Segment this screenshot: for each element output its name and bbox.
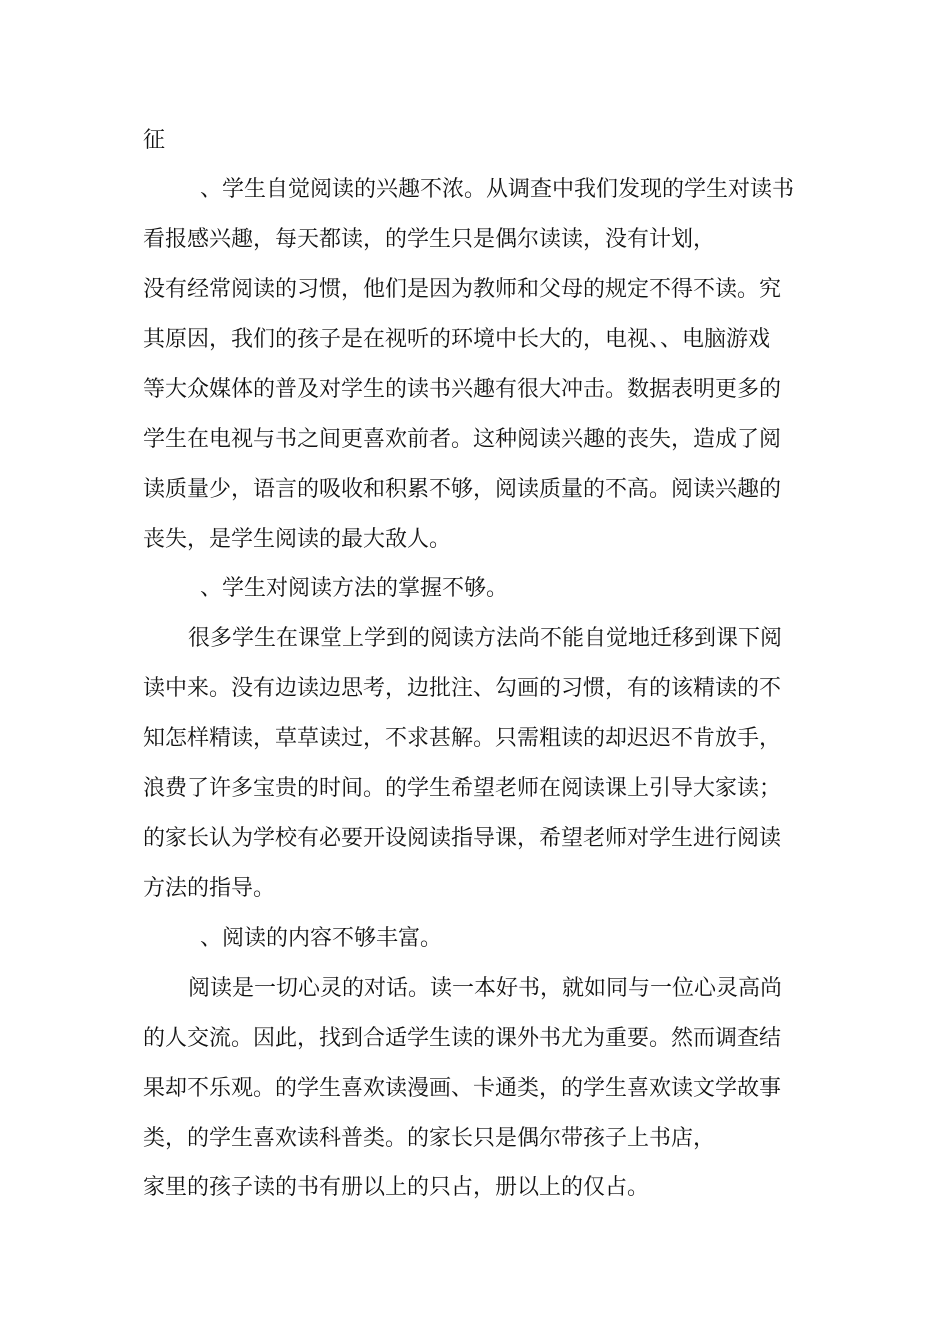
text-line: 、阅读的内容不够丰富。 (200, 926, 443, 951)
text-line: 的家长认为学校有必要开设阅读指导课，希望老师对学生进行阅读 (143, 826, 782, 851)
text-line: 方法的指导。 (143, 876, 276, 901)
text-line: 果却不乐观。的学生喜欢读漫画、卡通类，的学生喜欢读文学故事 (143, 1076, 782, 1101)
text-line: 家里的孩子读的书有册以上的只占，册以上的仅占。 (143, 1175, 650, 1200)
text-line: 等大众媒体的普及对学生的读书兴趣有很大冲击。数据表明更多的 (143, 377, 782, 402)
text-line: 类，的学生喜欢读科普类。的家长只是偶尔带孩子上书店， (143, 1126, 716, 1151)
text-line: 丧失，是学生阅读的最大敌人。 (143, 527, 452, 552)
text-line: 没有经常阅读的习惯，他们是因为教师和父母的规定不得不读。究 (143, 277, 782, 302)
text-line: 征 (143, 128, 166, 153)
text-line: 其原因，我们的孩子是在视听的环境中长大的，电视、、电脑游戏 (143, 327, 771, 352)
text-line: 浪费了许多宝贵的时间。的学生希望老师在阅读课上引导大家读； (143, 776, 782, 801)
text-line: 看报感兴趣，每天都读，的学生只是偶尔读读，没有计划， (143, 227, 716, 252)
text-line: 学生在电视与书之间更喜欢前者。这种阅读兴趣的丧失，造成了阅 (143, 427, 782, 452)
text-line: 很多学生在课堂上学到的阅读方法尚不能自觉地迁移到课下阅 (188, 626, 783, 651)
text-line: 读质量少，语言的吸收和积累不够，阅读质量的不高。阅读兴趣的 (143, 477, 782, 502)
text-line: 、学生对阅读方法的掌握不够。 (200, 576, 509, 601)
text-line: 、学生自觉阅读的兴趣不浓。从调查中我们发现的学生对读书 (200, 177, 795, 202)
text-line: 阅读是一切心灵的对话。读一本好书，就如同与一位心灵高尚 (188, 976, 783, 1001)
text-line: 读中来。没有边读边思考，边批注、勾画的习惯，有的该精读的不 (143, 676, 782, 701)
text-line: 的人交流。因此，找到合适学生读的课外书尤为重要。然而调查结 (143, 1026, 782, 1051)
text-line: 知怎样精读，草草读过，不求甚解。只需粗读的却迟迟不肯放手， (143, 726, 782, 751)
